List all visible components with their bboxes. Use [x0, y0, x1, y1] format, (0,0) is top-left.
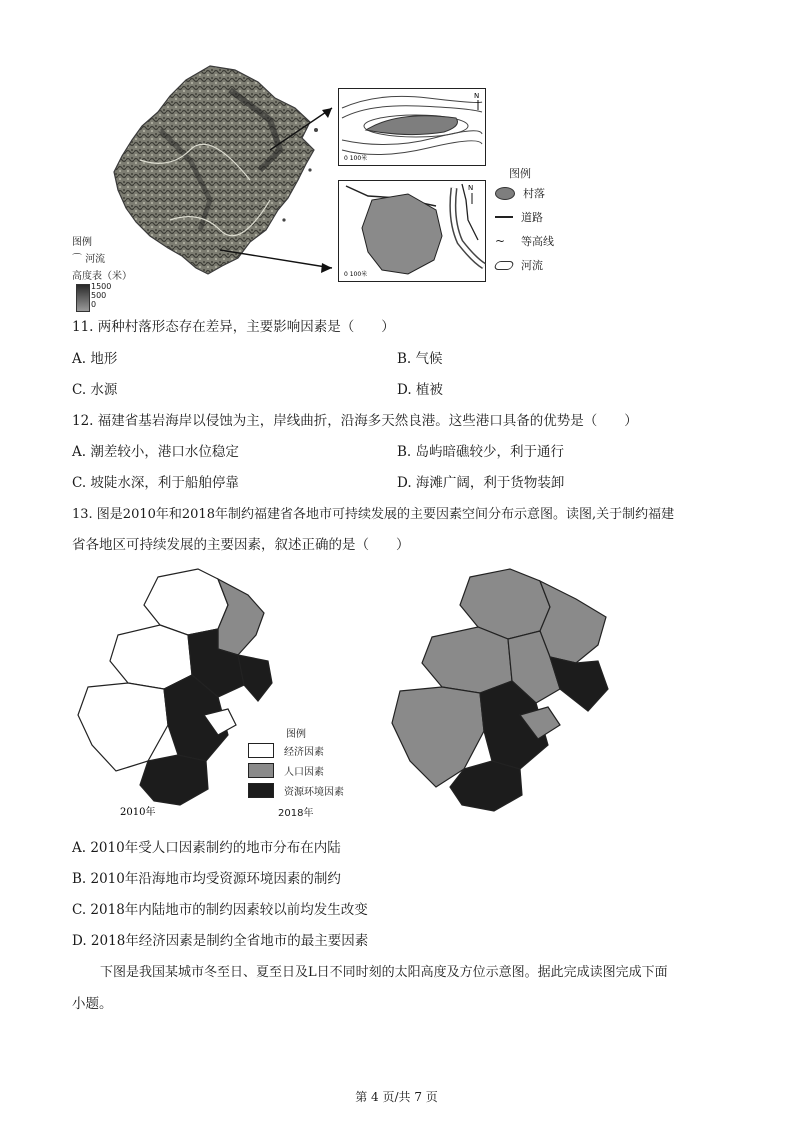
q13-option-b[interactable]: B. 2010年沿海地市均受资源环境因素的制约 [72, 871, 341, 887]
region-w [422, 627, 512, 693]
river-line-icon: ⌒ [72, 254, 82, 265]
q11-option-a[interactable]: A. 地形 [72, 351, 118, 367]
legend-river: 河流 [521, 259, 543, 272]
inset-top-scale: 0 100米 [344, 155, 368, 162]
q13-option-d[interactable]: D. 2018年经济因素是制约全省地市的最主要因素 [72, 933, 369, 949]
q11-stem: 11. 两种村落形态存在差异，主要影响因素是（ ） [72, 319, 395, 335]
map-2018 [380, 565, 630, 815]
map-legend-river: 河流 [85, 254, 106, 265]
river-icon [493, 261, 514, 270]
q12-stem: 12. 福建省基岩海岸以侵蚀为主，岸线曲折，沿海多天然良港。这些港口具备的优势是（ ） [72, 413, 638, 429]
fig2-legend-title: 图例 [286, 729, 306, 740]
q12-option-a[interactable]: A. 潮差较小，港口水位稳定 [72, 444, 239, 460]
map-legend [72, 233, 152, 312]
intro-line2: 小题。 [72, 996, 113, 1012]
q13-stem-line1: 13. 图是2010年和2018年制约福建省各地市可持续发展的主要因素空间分布示意图。读图,关于制约福建 [72, 507, 675, 522]
page-footer: 第 4 页/共 7 页 [355, 1090, 438, 1104]
resource-swatch [248, 783, 274, 798]
legend-resource: 资源环境因素 [284, 786, 344, 798]
elev-high: 1500 [91, 282, 112, 291]
region-ne [540, 581, 606, 663]
q12-option-d[interactable]: D. 海滩广阔，利于货物装卸 [397, 475, 565, 491]
fig2-legend [248, 725, 368, 819]
q11-option-b[interactable]: B. 气候 [397, 351, 443, 367]
q11-option-c[interactable]: C. 水源 [72, 382, 118, 398]
inset-map-top [338, 88, 486, 166]
elevation-scale-bar [76, 284, 90, 312]
region-fuzhou [238, 655, 272, 701]
q13-option-a[interactable]: A. 2010年受人口因素制约的地市分布在内陆 [72, 840, 341, 856]
q11-option-d[interactable]: D. 植被 [397, 382, 443, 398]
elev-mid: 500 [91, 291, 107, 300]
legend-road: 道路 [521, 211, 543, 224]
region-fuzhou [550, 657, 608, 711]
road-icon [495, 216, 513, 218]
legend-population: 人口因素 [284, 766, 324, 778]
inset-legend-title: 图例 [509, 167, 531, 180]
region-ne [218, 579, 264, 655]
q13-stem-line2: 省各地区可持续发展的主要因素，叙述正确的是（ ） [72, 537, 410, 553]
elev-low: 0 [91, 300, 97, 309]
legend-village: 村落 [523, 187, 545, 200]
village-icon [495, 187, 515, 200]
inset-legend [495, 165, 575, 277]
map-legend-title: 图例 [72, 237, 92, 248]
north-label-top: N [474, 92, 480, 100]
population-swatch [248, 763, 274, 778]
economic-swatch [248, 743, 274, 758]
legend-economic: 经济因素 [284, 746, 324, 758]
label-2010: 2010年 [120, 807, 156, 818]
contour-icon: ~ [495, 234, 506, 248]
elevation-title: 高度表（米） [72, 271, 132, 282]
q13-option-c[interactable]: C. 2018年内陆地市的制约因素较以前均发生改变 [72, 902, 368, 918]
inset-map-bottom [338, 180, 486, 282]
region-south [140, 755, 208, 805]
label-2018: 2018年 [278, 808, 314, 819]
legend-contour: 等高线 [521, 235, 554, 248]
region-w [110, 625, 192, 689]
q12-option-c[interactable]: C. 坡陡水深，利于船舶停靠 [72, 475, 239, 491]
inset-bottom-scale: 0 100米 [344, 271, 368, 278]
north-label-bottom: N [468, 184, 474, 192]
intro-line1: 下图是我国某城市冬至日、夏至日及L日不同时刻的太阳高度及方位示意图。据此完成读图完成下面 [100, 965, 668, 980]
q12-option-b[interactable]: B. 岛屿暗礁较少，利于通行 [397, 444, 565, 460]
map-2010 [68, 565, 278, 820]
region-nw [144, 569, 228, 635]
region-sw [78, 683, 168, 771]
